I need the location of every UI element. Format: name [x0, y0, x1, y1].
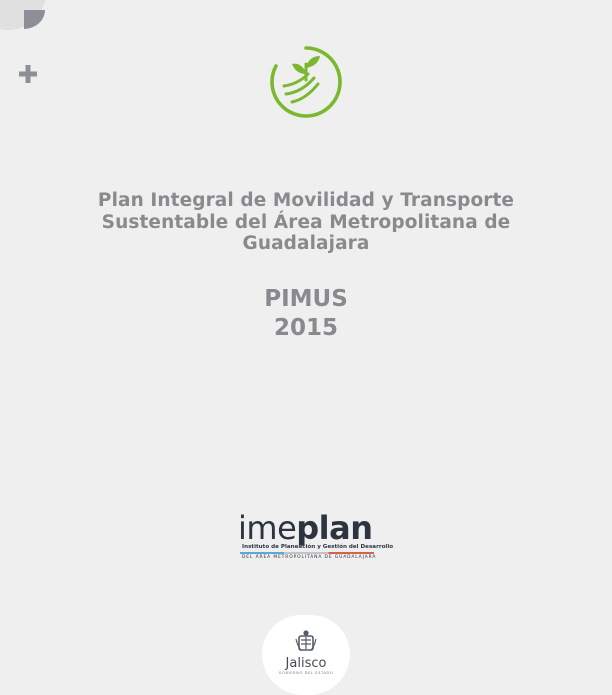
imeplan-tagline-2: DEL ÁREA METROPOLITANA DE GUADALAJARA: [242, 555, 377, 560]
plus-icon: [19, 65, 37, 83]
imeplan-wordmark: imeplan: [238, 509, 373, 547]
state-seal-icon: [292, 627, 320, 655]
leaf-corner-icon: [24, 10, 45, 29]
jalisco-tagline: GOBIERNO DEL ESTADO: [278, 671, 334, 675]
imeplan-logo: [238, 509, 394, 562]
title-line: Guadalajara: [242, 233, 370, 254]
title-line: Sustentable del Área Metropolitana de: [101, 211, 511, 233]
sprout-icon: [268, 44, 344, 120]
document-code: [206, 285, 406, 343]
document-acronym: PIMUS: [264, 286, 348, 312]
imeplan-tagline: Instituto de Planeación y Gestión del Desarrollo: [242, 544, 394, 550]
jalisco-name: Jalisco: [285, 656, 327, 671]
document-title: [80, 190, 532, 255]
title-line: Plan Integral de Movilidad y Transporte: [97, 190, 515, 211]
document-year: 2015: [273, 315, 338, 341]
